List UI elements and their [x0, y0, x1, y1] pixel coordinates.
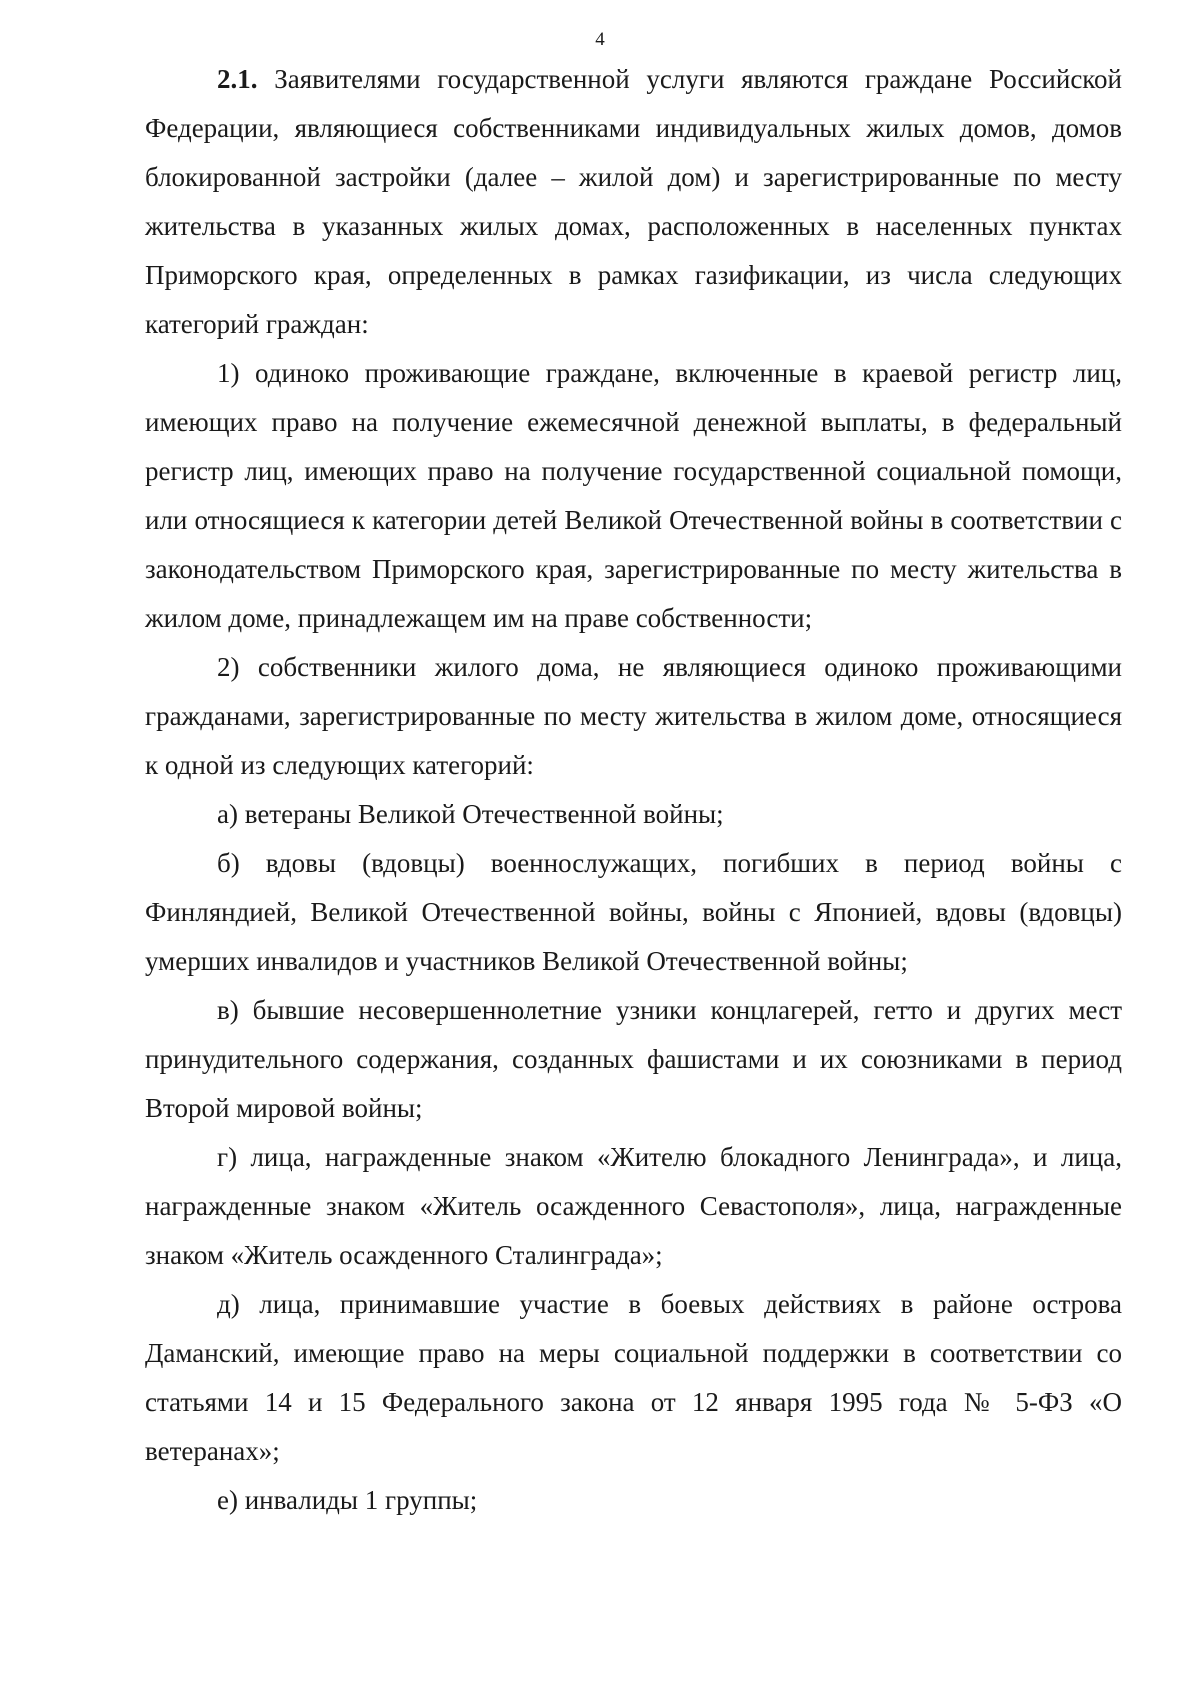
page-number: 4 — [595, 29, 605, 50]
list-item-e: е) инвалиды 1 группы; — [217, 1485, 478, 1515]
document-body — [145, 55, 1122, 1525]
list-item-g: г) лица, награжденные знаком «Жителю блокадного Ленинграда», и лица, награжденные знаком «Житель осажденного Севастополя», лица, награжденные знаком «Житель осажденного Сталинграда»; — [145, 1142, 1122, 1270]
list-item-1: 1) одиноко проживающие граждане, включенные в краевой регистр лиц, имеющих право на получение ежемесячной денежной выплаты, в федеральный регистр лиц, имеющих право на получение государственной социальной помощи, или относящиеся к категории детей Великой Отечественной войны в соответствии с законодательством Приморского края, зарегистрированные по месту жительства в жилом доме, принадлежащем им на праве собственности; — [145, 358, 1122, 633]
section-intro-text: Заявителями государственной услуги являются граждане Российской Федерации, являющиеся собственниками индивидуальных жилых домов, домов блокированной застройки (далее – жилой дом) и зарегистрированные по месту жительства в указанных жилых домах, расположенных в населенных пунктах Приморского края, определенных в рамках газификации, из числа следующих категорий граждан: — [145, 64, 1122, 339]
list-item-b: б) вдовы (вдовцы) военнослужащих, погибших в период войны с Финляндией, Великой Отечественной войны, войны с Японией, вдовы (вдовцы) умерших инвалидов и участников Великой Отечественной войны; — [145, 848, 1122, 976]
section-number: 2.1. — [217, 64, 258, 94]
list-item-2: 2) собственники жилого дома, не являющиеся одиноко проживающими гражданами, зарегистрированные по месту жительства в жилом доме, относящиеся к одной из следующих категорий: — [145, 652, 1122, 780]
list-item-a: а) ветераны Великой Отечественной войны; — [217, 799, 724, 829]
list-item-d: д) лица, принимавшие участие в боевых действиях в районе острова Даманский, имеющие право на меры социальной поддержки в соответствии со статьями 14 и 15 Федерального закона от 12 января 1995 года № 5-ФЗ «О ветеранах»; — [145, 1289, 1122, 1466]
section-2-1-paragraph — [145, 55, 1122, 349]
list-item-v: в) бывшие несовершеннолетние узники концлагерей, гетто и других мест принудительного содержания, созданных фашистами и их союзниками в период Второй мировой войны; — [145, 995, 1122, 1123]
